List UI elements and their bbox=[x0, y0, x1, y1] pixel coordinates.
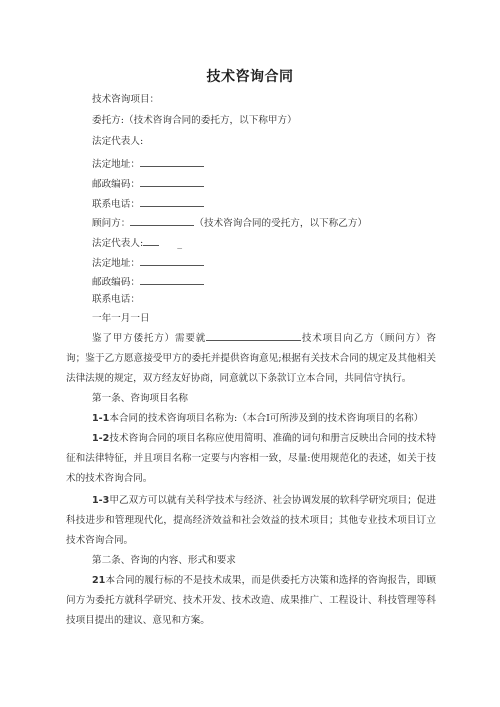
clause-1-2 bbox=[66, 429, 436, 489]
section-1-heading: 第一条、咨询项目名称 bbox=[92, 393, 188, 404]
clause-1-3 bbox=[66, 491, 436, 551]
clause-1-1-number: 1-1 bbox=[92, 413, 110, 424]
client-zip-blank bbox=[140, 177, 204, 187]
consultant-address-line bbox=[92, 256, 204, 270]
date-line: 一年一月一日 bbox=[92, 313, 150, 324]
clause-1-1 bbox=[66, 409, 436, 429]
client-rep-line: 法定代表人: bbox=[92, 136, 144, 147]
client-tel-blank bbox=[140, 197, 204, 207]
client-zip-line bbox=[92, 177, 204, 191]
clause-2-1 bbox=[66, 571, 436, 631]
clause-2-1-number: 21 bbox=[92, 575, 106, 586]
consultant-rep-label: 法定代表人: bbox=[92, 238, 144, 249]
client-address-line bbox=[92, 157, 204, 171]
consultant-note: （技术咨询合同的受托方，以下称乙方） bbox=[194, 218, 368, 229]
consultant-tel-line: 联系电话： bbox=[92, 294, 140, 305]
clause-1-2-text: 技术咨询合同的项目名称应使用简明、准确的词句和册言反映出合同的技术特征和法律特征，并且项目名称一定要与内容相一致，尽量:使用规范化的表述，如关于技术的技术咨询合同。 bbox=[66, 433, 436, 484]
consultant-label: 顾问方： bbox=[92, 218, 131, 229]
consultant-address-label: 法定地址： bbox=[92, 258, 140, 269]
consultant-blank bbox=[130, 216, 194, 226]
intro-paragraph bbox=[66, 329, 436, 389]
document-title: 技术咨询合同 bbox=[206, 69, 294, 85]
consultant-zip-line bbox=[92, 275, 204, 289]
client-line: 委托方:（技术咨询合同的委托方，以下称甲方） bbox=[92, 115, 297, 126]
consultant-rep-line bbox=[92, 236, 182, 250]
section-2-heading: 第二条、咨询的内容、形式和要求 bbox=[92, 555, 236, 566]
consultant-rep-tail: _ bbox=[177, 238, 182, 249]
clause-1-3-text: 甲乙双方可以就有关科学技术与经济、社会协调发展的软科学研究项目；促进科技进步和管理现代化，提高经济效益和社会效益的技术项目；其他专业技术项目订立技术咨询合同。 bbox=[66, 495, 436, 546]
consultant-zip-label: 邮政编码： bbox=[92, 277, 140, 288]
client-zip-label: 邮政编码： bbox=[92, 179, 140, 190]
clause-1-3-number: 1-3 bbox=[92, 495, 110, 506]
clause-1-2-number: 1-2 bbox=[92, 433, 110, 444]
client-tel-label: 联系电话： bbox=[92, 199, 140, 210]
consultant-zip-blank bbox=[140, 275, 204, 285]
intro-part-b: 技术项目向乙方（顾问方）咨询；鉴于乙方愿意接受甲方的委托并提供咨询意见;根据有关技术合同的规定及其他相关法律法规的规定，双方经友好协商，同意就以下条款订立本合同，共同信守执行。 bbox=[66, 333, 436, 384]
clause-1-1-text: 本合同的技术咨询项目名称为:（本合Ⅰ可所涉及到的技术咨询项目的名称） bbox=[109, 413, 424, 424]
client-tel-line bbox=[92, 197, 204, 211]
consultant-address-blank bbox=[140, 256, 204, 266]
intro-part-a: 鉴了甲方倭托方）需要就 bbox=[92, 333, 207, 344]
project-line: 技术咨询项目： bbox=[92, 94, 160, 105]
client-address-label: 法定地址： bbox=[92, 159, 140, 170]
consultant-rep-blank bbox=[143, 236, 159, 246]
client-address-blank bbox=[140, 157, 204, 167]
consultant-line bbox=[92, 216, 367, 230]
intro-blank bbox=[206, 331, 301, 341]
clause-2-1-text: 本合同的履行标的不是技术成果，而是供委托方决策和选择的咨询报告，即顾问方为委托方就科学研究、技术开发、技术改造、成果推广、工程设计、科技管理等科技项目提出的建议、意见和方案。 bbox=[66, 575, 436, 626]
